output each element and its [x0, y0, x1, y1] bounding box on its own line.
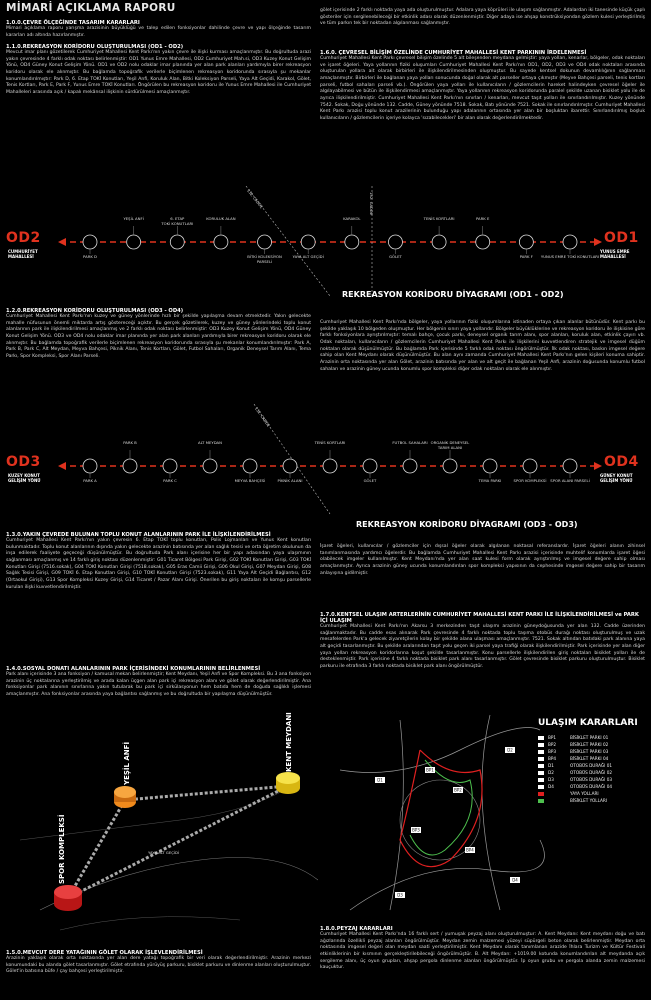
node-label: YUNUS EMRE TOKİ KONUTLARI [540, 254, 600, 259]
node-label: MEYVA BAHÇESİ [234, 478, 266, 483]
corridor-node [483, 459, 497, 473]
legend-row [538, 776, 642, 783]
section-text: Cumhuriyet Mahallesi Kent Parkı'nın yakın çevresin 6. Etap TOKİ toplu konutları, Polis Lojmanları ve Yunus Kent konutları bulunmaktadır. Toplu konut alanlarının dışında yakın gelecekte arazinin batısında yer alan sağlık tesisi ve orta öğretim okulunun da inşa edilerek faaliyete geçeceği düşünülmüştür. Bu doğrultuda Park alanı içerisine her bir yapı adasından yaya ulaşımının sağlanması amaçlanmış ve 14 farklı giriş noktası düzenlenmiştir: G01 Ticaret Bölgesi Park Girişi, G02 TOKİ Konutları Girişi, G03 TOKİ Konutları Girişi (7516.sokak), G04 TOKİ Konutları Girişi (7518.sokak), G05 Eras Camii Girişi, G06 Okul Girişi, G07 Meydan Girişi, G08 Sağlık Tesisi Girişi, G09 TOKİ 6. Etap Konutları Girişi, G10 TOKİ Konutları Girişi (7523.sokak), G11 Yaya Alt Geçidi Bağlantısı, G12 (Ortaokul Girişi), G13 Spor Kompleksi Kuzey Girişi, G14 Ticaret / Pazar Alanı Girişi. Önerilen bu giriş noktaları ile komşu parsellerle kurulan ilişki kuvvetlendirilmiştir. [6, 538, 311, 590]
legend-code: D3 [548, 777, 554, 782]
legend-swatch [538, 757, 544, 761]
node-label: SPOR ALANI PARSELİ [550, 478, 590, 483]
legend-row [538, 783, 642, 790]
corridor-node [563, 235, 577, 249]
node-label: ORGANİK DENEYSEL TARIM ALANI [430, 440, 470, 450]
section-text: Cumhuriyet Mahallesi Kent Parkı'nın kuzey ve güney yönlerinde hızlı bir şekilde yapılaşma devam etmektedir. Yakın gelecekte mahalle nüfusunun önemli miktarda artış göstereceği açıktır. Bu gerçek gözetilerek, kuzey ve güney yönlerindeki toplu konut alanlarının park ile ilişkilendirilmesi amaçlanmış ve 2 farklı odak noktası belirlenmiştir: OD3 Kuzey Konut Gelişim Yönü, OD4 Güney Konut Gelişim Yönü. OD3 ve OD4 nolu odaklar imar planında yer alan park alanları yardımıyla birer rekreasyon koridoru olarak ele alınmıştır. Bu bağlamda topoğrafik verilerle biçimlenen rekreasyon koridorunda sırasıyla şu mekanlar konumlandırılmıştır: Park A, Park B, Park C, Alt Meydan, Meyva Bahçesi, Piknik Alanı, Tenis Kortları, Gölet, Futbol Sahaları, Organik Deneysel Tarım Alanı, Tema Parkı, Spor Kompleksi, Spor Alanı Parseli. [6, 314, 311, 359]
meydan-label: KENT MEYDANI [285, 712, 293, 772]
legend-row [538, 755, 642, 762]
social-diagram-svg [0, 720, 318, 948]
spor-marker-top [54, 885, 82, 899]
corridor-diagram-od1-od2 [0, 186, 651, 304]
corridor-node [388, 235, 402, 249]
corridor-diagram-svg [0, 186, 651, 304]
legend-label: OTOBÜS DURAĞI 04 [570, 784, 613, 789]
gecit-label: YAYA ALT GEÇİDİ [148, 850, 180, 855]
node-label: PARK B [123, 440, 137, 445]
node-label: ALT MEYDAN [197, 440, 222, 445]
map-marker-label: D4 [512, 877, 518, 883]
node-label: PARK D [83, 254, 97, 259]
node-label: KORULUK ALAN [206, 216, 236, 221]
section-1-7-0 [320, 612, 645, 671]
corridor-node [476, 235, 490, 249]
od4-label: GÜNEY KONUT GELİŞİM YÖNÜ [600, 473, 633, 483]
legend-row [538, 748, 642, 755]
triangle-link [68, 786, 288, 898]
node-label: PARK F [519, 254, 533, 259]
corridor-node [203, 459, 217, 473]
section-text: Cumhuriyet Mahallesi Kent Parkı'nda 16 farklı sert / yumuşak peyzaj alanı oluşturulmuştur: A. Kent Meydanı: Kent meydanı doğu ve batı ağızlarında özellikli peyzaj alanları öngörülmüştür. Meydan zemin malzemesi yüzeyi süpürgeli beton olarak belirlenmiştir. Meydan orta noktasında imgesel değeri olan meydan saati yerleştirilmiştir. Kent Meydanı olarak tanımlanan arazide İhlara Turizm ve Kültür Festivali etkinliklerinin bir kısmının gerçekleştirilebileceği öngörülmüştür. B. Alt Meydan: +1019.00 kotunda konumlandırılan alt meydanda açık sergileme alanı, üç oyun grupları, ahşap pergola dinlenme alanları öngörülmüştür. İp oyun grubu ve pergola alanda zemin malzemesi kauçuktur. [320, 932, 645, 971]
legend-row [538, 790, 642, 797]
arrow-left-icon [58, 462, 66, 470]
corridor-node [443, 459, 457, 473]
transport-map [340, 710, 646, 922]
corridor-node [523, 459, 537, 473]
anfi-marker-top [114, 786, 136, 798]
map-marker-label: BP3 [412, 827, 420, 833]
diagram-title: REKREASYON KORİDORU DİYAGRAMI (OD3 - OD3) [356, 520, 578, 529]
section-title: 1.4.0.SOSYAL DONATI ALANLARININ PARK İÇERİSİNDEKİ KONUMLARININ BELİRLENMESİ [6, 666, 261, 672]
social-amenities-diagram [0, 712, 318, 948]
corridor-node [83, 459, 97, 473]
node-label: PARK E [476, 216, 490, 221]
node-label: YEŞİL ANFİ [123, 216, 144, 221]
legend-swatch [538, 792, 544, 796]
node-label: YAYA ALT GEÇİDİ [292, 254, 324, 259]
legend-code: D2 [548, 770, 554, 775]
legend-row [538, 769, 642, 776]
section-text: Mimari açıklama raporu yarışma arazisinin büyüklüğü ve talep edilen fonksiyonlar dahilinde çevre ve yapı ölçeğinde tasarım kararları adı altında hazırlanmıştır. [6, 26, 311, 38]
legend-label: BİSİKLET PARKI 04 [570, 756, 609, 761]
legend-label: YAYA YOLLARI [570, 791, 599, 796]
legend-row [538, 797, 642, 804]
corridor-node [363, 459, 377, 473]
legend-code: D1 [548, 763, 554, 768]
od1-code: OD1 [604, 230, 639, 246]
legend-label: OTOBÜS DURAĞI 01 [570, 763, 613, 768]
street-label: 132. CADDE [369, 192, 374, 216]
corridor-nodes [83, 226, 577, 254]
section-1-6-0 [320, 50, 645, 123]
section-text: Cumhuriyet Mahallesi Kent Parkı çevresel bilişim özelinde 5 alt bileşenden meydana gelmiştir: yaya yolları, kenarlar, bölgeler, odak noktaları ve işaret öğeleri. Yaya yollarının fiziki oluşumları Cumhuriyet Mahallesi Kent Parkı'nın OD1, OD2, OD3 ve OD4 odak noktaları arasında oluşturulan yollara ait olarak birbirleri ile ilişkilendirilmesinden oluşmuştur. Bu sayede kentsel dokunun devamlılığının sağlanması amaçlanmıştır. Birbirleri ile bağlanan yaya yolları sonucunda doğal olarak alt parseller ortaya çıkmıştır (Meyve Bahçesi parseli, tenis kortları parseli, futbol sahaları parseli vb.). Öngörülen yaya yolları ile kullanıcıların / gözlemcilerin hareket halindeyken çevresel öğeler ile algılayabilmesi ve bütün ile ilişkilendirmesi amaçlanmıştır. Yaya yollarının rekreasyon koridorunda paralel şekilde uzanan bisiklet yolu ile de ayrıca ilişkilendirilmiştir. Cumhuriyet Mahallesi Kent Parkı'nın sınırları / kenarları, mevcut taşıt yolları ile sınırlandırılmıştır. Kuzey yönünde 7542. Sokak, Doğu yönünde 132. Cadde, Güney yönünde 7518. Sokak, Batı yönünde 7521. Sokak ile sınırlandırılmıştır. Cumhuriyet Mahallesi Kent Parkı arazisi toplu konut arazilerinin bulunduğu yapı adalarının ortasında yer alan bir boşluktan ibarettir. Sınırlandırılmış boşluk kullanıcıların / gözlemcilerin içeriye kolayca 'sızabilecekleri' bir alan olarak değerlendirilmektedir. [320, 56, 645, 121]
node-label: TENİS KORTLARI [314, 440, 346, 445]
spor-label: SPOR KOMPLEKSİ [58, 814, 66, 884]
node-label: KARAKOL [343, 216, 361, 221]
section-1-4-0 [6, 666, 311, 699]
section-1-3-0 [6, 532, 311, 591]
corridor-node [432, 235, 446, 249]
legend-code: BP3 [548, 749, 557, 754]
corridor-node [123, 459, 137, 473]
road-line [482, 715, 500, 910]
corridor-node [127, 235, 141, 249]
od3-code: OD3 [6, 454, 41, 470]
legend-row [538, 734, 642, 741]
section-title: 1.7.0.KENTSEL ULAŞIM ARTERLERİNİN CUMHURİYET MAHALLESİ KENT PARKI İLE İLİŞKİLENDİRİLMESİ ve PARK İÇİ ULAŞIM [320, 612, 639, 624]
corridor-node [214, 235, 228, 249]
node-label: GÖLET [363, 478, 377, 483]
corridor-node [323, 459, 337, 473]
map-marker-label: D1 [377, 777, 383, 783]
od1-label: YUNUS EMRE MAHALLESİ [600, 249, 630, 259]
meydan-marker-top [276, 772, 300, 784]
arrow-left-icon [58, 238, 66, 246]
bicycle-path [410, 760, 472, 855]
legend-swatch [538, 750, 544, 754]
corridor-node [563, 459, 577, 473]
diagram-title: REKREASYON KORİDORU DİYAGRAMI (OD1 - OD2) [342, 290, 564, 299]
legend-code: BP2 [548, 742, 557, 747]
section-title: 1.1.0.REKREASYON KORİDORU OLUŞTURULMASI (OD1 - OD2) [6, 44, 184, 50]
section-1-5-0 [6, 950, 311, 976]
legend-row [538, 741, 642, 748]
section-1-2-0 [6, 308, 311, 361]
legend-code: BP4 [548, 756, 557, 761]
node-label: GÖLET [389, 254, 402, 259]
legend-swatch [538, 743, 544, 747]
node-label: SPOR KOMPLEKSİ [513, 478, 547, 483]
legend-row [538, 762, 642, 769]
section-title: 1.5.0.MEVCUT DERE YATAĞININ GÖLET OLARAK İŞLEVLENDİRİLMESİ [6, 950, 203, 956]
street-label: 132. CADDE [253, 406, 272, 428]
transport-title: ULAŞIM KARARLARI [538, 718, 638, 728]
node-label: FUTBOL SAHALARI [392, 440, 428, 445]
document-title: MİMARİ AÇIKLAMA RAPORU [6, 2, 176, 14]
section-text: Arazinin yaklaşık olarak orta noktasında yer alan dere yatağı topoğrafik bir veri olarak değerlendirilmiştir. Arazinin merkezi konumundaki bu alanda gölet tasarlanmıştır. Gölet etrafında yürüyüş parkuru, bisiklet parkuru ve dinlenme alanları oluşturulmuştur. Gölet'in batısına büfe / çay bahçesi yerleştirilmiştir. [6, 956, 311, 975]
section-title: 1.3.0.YAKIN ÇEVREDE BULUNAN TOPLU KONUT ALANLARININ PARK İLE İLİŞKİLENDİRİLMESİ [6, 532, 271, 538]
od3-label: KUZEY KONUT GELİŞİM YÖNÜ [8, 473, 41, 483]
section-text: Cumhuriyet Mahallesi Kent Parkı'nın Akarsu 3 merkezinden taşıt ulaşımı arazinin güneydoğusunda yer alan 132. Cadde üzerinden sağlanmaktadır. Bu cadde esas alınarak Park çevresinde 4 farklı noktada toplu taşıma otobüs durağı noktası oluşturulmuş ve uzak mesafelerden Park'a gelecek ziyaretçilerin kolay bir şekilde alana ulaşması amaçlanmıştır. 7521. Sokak altından batıdaki park alanına yaya alt geçidi tasarlanmıştır. Bu şekilde aralarından taşıt yolu geçen iki parsel yaya trafiği olarak ilişkilendirilmiştir. Park içerisinde yer alan diğer yaya yolları rekreasyon koridorlarına koşut şekilde tasarlanmıştır. Konu parsellerle ilişkilendirilen giriş noktaları bisiklet yolları ile de desteklenmiştir. Park içerisine 4 farklı noktada bisiklet park alanı tasarlanmıştır. Gölet çevresinde bisiklet parkuru oluşturulmuştur. Bisiklet parkuru ile etrafında 3 farklı noktada bisiklet park alanı öngörülmüştür. [320, 624, 645, 669]
section-text: İşaret öğeleri, kullanıcılar / gözlemciler için dışsal öğeler olarak algılanan noktasal referanslardır. İşaret öğeleri alanın zihinsel tanımlanmasında yardımcı öğelerdir. Bu bağlamda Cumhuriyet Mahallesi Kent Parkı arazisi içerisinde muhtelif konumlarda işaret öğesi olabilecek imgeler kullanılmıştır. Kent Meydanı'nda yer alan saat kulesi form olarak ayrıştırılmış ve imgesel değere sahip olması amaçlanmıştır. Ayrıca arazinin güney ucunda konumlandırılan spor kompleksi yapısının da cephesinde imgesel değere sahip bir tasarım anlayışına gidilmiştir. [320, 544, 645, 576]
node-label: 6. ETAP TOKİ KONUTLARI [161, 216, 194, 226]
legend-label: OTOBÜS DURAĞI 03 [570, 777, 613, 782]
arrow-right-icon [594, 462, 602, 470]
section-text: Park alanı içerisinde 3 ana fonksiyon / kamusal mekan belirlenmiştir; Kent Meydanı, Yeşil Anfi ve Spor Kompleksi. Bu 3 ana fonksiyon arazinin üç noktalarına yerleştirilmiş ve arada kalan üçgen alan park içi rekreasyon alanı ve gölet olarak değerlendirilmiştir. Ana fonksiyonlar park alanının sınırlarına yakın tutularak bu park içi sirkülasyonun hem batıda hem de doğuda sağlıklı işlemesi amaçlanmıştır. Ana fonksiyonlar arasında yaya bağlantısı sağlanmış ve bu doğrultuda bir yapılaşma düşünülmüştür. [6, 672, 311, 697]
legend-swatch [538, 799, 544, 803]
legend-code: D4 [548, 784, 554, 789]
legend-swatch [538, 785, 544, 789]
section-title: 1.0.0.ÇEVRE ÖLÇEĞİNDE TASARIM KARARLARI [6, 20, 140, 26]
map-marker-label: BP2 [454, 787, 462, 793]
od2-code: OD2 [6, 230, 41, 246]
transport-legend [538, 734, 642, 804]
legend-swatch [538, 778, 544, 782]
od4-code: OD4 [604, 454, 639, 470]
corridor-node [83, 235, 97, 249]
od2-label: CUMHURİYET MAHALLESİ [8, 249, 38, 259]
legend-swatch [538, 764, 544, 768]
section-paragraph-3 [320, 544, 645, 577]
corridor-diagram-svg [0, 404, 651, 532]
corridor-node [170, 235, 184, 249]
map-marker-label: D2 [507, 747, 513, 753]
section-paragraph-2 [320, 320, 645, 373]
section-intro [320, 8, 645, 28]
map-marker-label: BP4 [466, 847, 474, 853]
corridor-node [345, 235, 359, 249]
section-text: Cumhuriyet Mahallesi Kent Parkı'nda bölgeler, yaya yollarının fiziki oluşumlarına istinaden ortaya çıkan alanlar bütünüdür. Kent parkı bu şekilde yaklaşık 10 bölgeden oluşmuştur. Her bölgenin sınırı yaya yollarıdır. Bölgeler büyüklüklerine ve rekreasyon koridoru ile ilişkisine göre farklı fonksiyonlara ayrıştırılmıştır: temalı bahçe, çocuk parkı, deneysel organik tarım alanı, spor alanları, koruluk alan, etkinlik çayırı vb. Odak noktaları, kullanıcıların / gözlemcilerin Cumhuriyet Mahallesi Kent Parkı ile ilişkilerini kuvvetlendiren stratejik ve imgesel düğüm noktaları olarak düşünülmüştür. Bu bağlamda Park içerisinde 5 farklı odak noktası öngörülmüştür. İlk odak noktası, baskın imgesel değere sahip olan Kent Meydanı olarak düşünülmüştür. Bu alan aynı zamanda Cumhuriyet Mahallesi Kent Parkı'nın gelen kişileri konuma sahiptir. Arazinin orta noktasında yer alan Gölet, arazinin batısında yer alan ve alt geçit ile bağlanan Yeşil Anfi, arazinin doğusunda konumlu futbol sahaları ve arazinin güney ucunda konumlu spor kompleksi diğer odak noktaları olarak ele alınmıştır. [320, 320, 645, 372]
road-line [350, 840, 544, 910]
corridor-diagram-od3-od4 [0, 404, 651, 532]
corridor-node [519, 235, 533, 249]
section-1-0-0 [6, 20, 311, 39]
node-label: TEMA PARKI [478, 478, 502, 483]
legend-label: BİSİKLET YOLLARI [570, 798, 608, 803]
road-line [60, 917, 240, 930]
corridor-node [403, 459, 417, 473]
node-label: BİTKİ KOLEKSİYON PARSELİ [247, 254, 282, 264]
corridor-nodes [83, 450, 577, 478]
legend-code: BP1 [548, 735, 557, 740]
legend-label: BİSİKLET PARKI 01 [570, 735, 609, 740]
map-marker-label: BP1 [426, 767, 434, 773]
legend-label: BİSİKLET PARKI 03 [570, 749, 609, 754]
section-title: 1.2.0.REKREASYON KORİDORU OLUŞTURULMASI (OD3 - OD4) [6, 308, 184, 314]
section-title: 1.8.0.PEYZAJ KARARLARI [320, 926, 393, 932]
arrow-right-icon [594, 238, 602, 246]
section-title: 1.6.0. ÇEVRESEL BİLİŞİM ÖZELİNDE CUMHURİYET MAHALLESİ KENT PARKININ İRDELENMESİ [320, 50, 587, 56]
node-label: PİKNİK ALANI [277, 478, 303, 483]
street-label: 132. CADDE [246, 188, 265, 210]
node-label: PARK A [83, 478, 97, 483]
anfi-label: YEŞİL ANFİ [123, 741, 131, 785]
map-marker-label: D3 [397, 892, 403, 898]
legend-label: BİSİKLET PARKI 02 [570, 742, 609, 747]
section-text: gölet içerisinde 2 farklı noktada yaya ada oluşturulmuştur. Adalara yaya köprüleri ile ulaşım sağlanmıştır. Adalardan iki tanesinde küçük çaplı gösteriler için sergilenebileceği bir etkinlik adası olarak düzenlenmiştir. Diğer adaya ise ahşap konstrüksiyondan gözlem kulesi yerleştirilmiş ve tüm parkın tek bir noktadan algılanması sağlanmıştır. [320, 8, 645, 27]
legend-swatch [538, 736, 544, 740]
node-label: PARK C [163, 478, 177, 483]
section-text: Mevcut imar planı gözetilerek Cumhuriyet Mahallesi Kent Parkı'nın yakın çevre ile ilişki kurması amaçlanmıştır. Bu doğrultuda arazi yakın çevresinde 4 farklı odak noktası belirlenmiştir: OD1 Yunus Emre Mahallesi, OD2 Cumhuriyet Mah.si, OD3 Kuzey Konut Gelişim Yönü, OD4 Güney Konut Gelişim Yönü. OD1 ve OD2 nolu odaklar imar planında yer alan park alanları yardımıyla birer rekreasyon koridoru olarak ele alınmıştır. Bu bağlamda topoğrafik verilerle biçimlenen rekreasyon koridorunda sırasıyla şu mekanlar konumlandırılmıştır: Park D, 6. Etap TOKİ Konutları, Yeşil Anfi, Koruluk Alan, Bitki Koleksiyon Parseli, Yaya Alt Geçidi, Karakol, Gölet, Tenis Kortları, Park E, Park F, Yunus Emre TOKİ Konutları. Öngörülen bu rekreasyon koridoru ile Yunus Emre Mahallesi ile Cumhuriyet Mahalleleri arasında açık / kapalı mekânsal ilişkinin sürdürülmesi amaçlanmıştır. [6, 50, 311, 95]
corridor-node [301, 235, 315, 249]
corridor-node [163, 459, 177, 473]
corridor-node [258, 235, 272, 249]
legend-label: OTOBÜS DURAĞI 02 [570, 770, 613, 775]
section-1-8-0 [320, 926, 645, 972]
node-label: TENİS KORTLARI [423, 216, 455, 221]
corridor-node [283, 459, 297, 473]
legend-swatch [538, 771, 544, 775]
corridor-node [243, 459, 257, 473]
section-1-1-0 [6, 44, 311, 97]
